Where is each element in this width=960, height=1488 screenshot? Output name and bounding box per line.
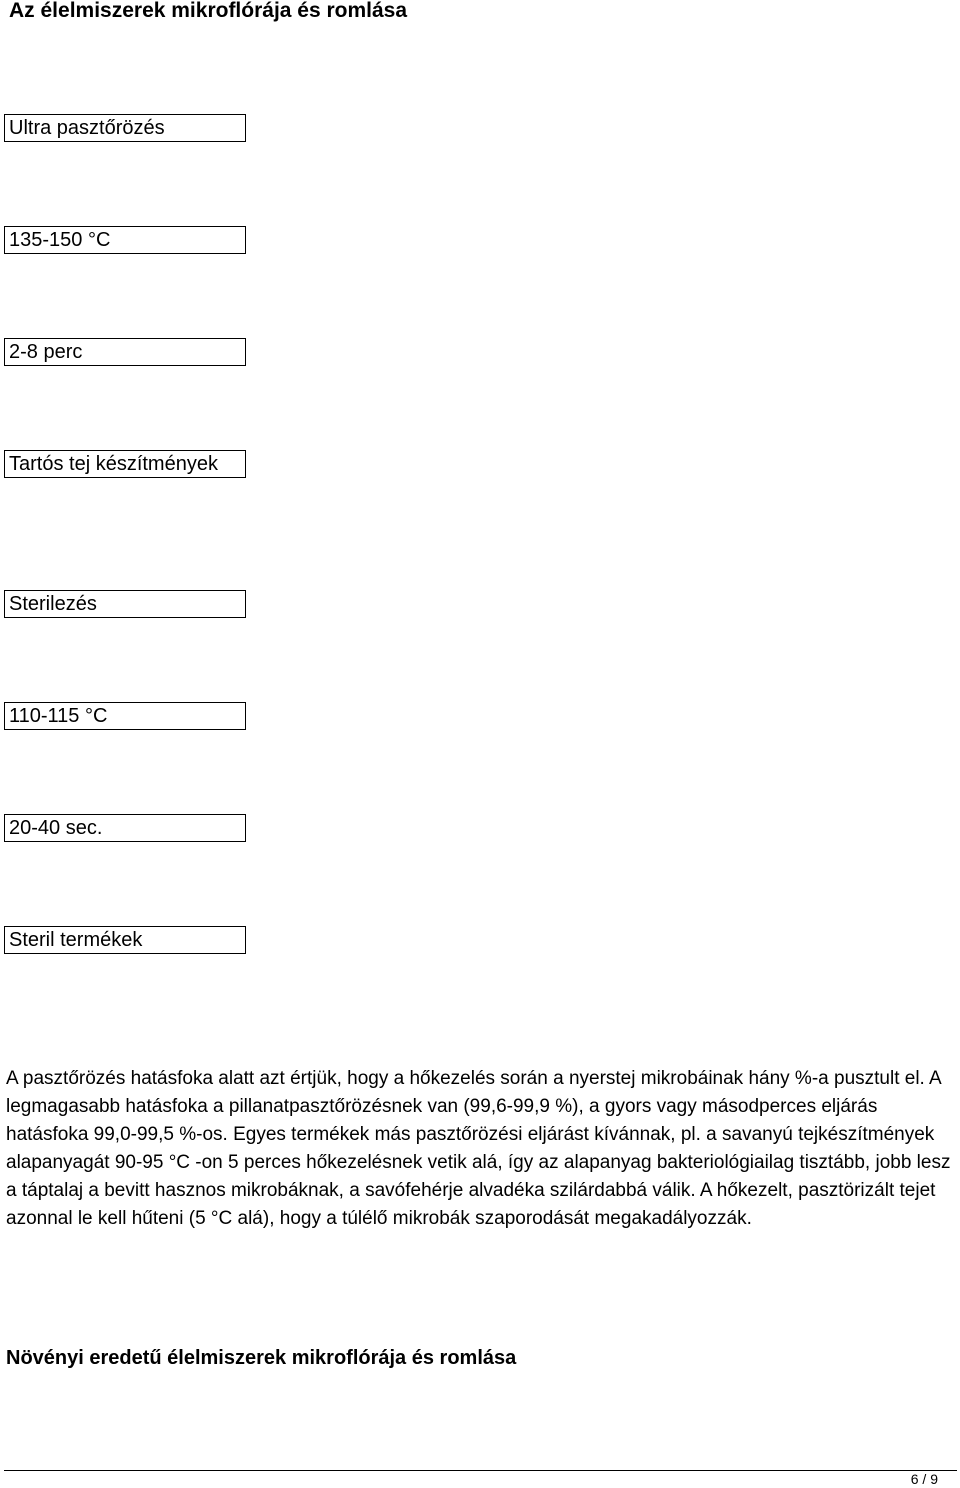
table-cell-method-ultra: Ultra pasztőrözés [4, 114, 246, 142]
document-running-title: Az élelmiszerek mikroflórája és romlása [9, 0, 408, 22]
body-paragraph: A pasztőrözés hatásfoka alatt azt értjük, hogy a hőkezelés során a nyerstej mikrobáinak hány %-a pusztult el. A legmagasabb hatásfoka a pillanatpasztőrözésnek van (99,6-99,9 %), a gyors vagy másodperces eljárás hatásfoka 99,0-99,5 %-os. Egyes termékek más pasztőrözési eljárást kívánnak, pl. a savanyú tejkészítmények alapanyagát 90-95 °C -on 5 perces hőkezelésnek vetik alá, így az alapanyag bakteriológiailag tisztább, jobb lesz a táptalaj a bevitt hasznos mikrobáknak, a savófehérje alvadéka szilárdabbá válik. A hőkezelt, pasztörizált tejet azonnal le kell hűteni (5 °C alá), hogy a túlélő mikrobák szaporodását megakadályozzák. [6, 1068, 951, 1229]
table-cell-method-sterilization: Sterilezés [4, 590, 246, 618]
footer-divider [4, 1470, 957, 1471]
table-cell-duration-sterilization: 20-40 sec. [4, 814, 246, 842]
table-cell-duration-ultra: 2-8 perc [4, 338, 246, 366]
table-cell-products-sterilization: Steril termékek [4, 926, 246, 954]
table-cell-products-ultra: Tartós tej készítmények [4, 450, 246, 478]
section-heading: Növényi eredetű élelmiszerek mikroflórája és romlása [6, 1347, 517, 1369]
page-number: 6 / 9 [910, 1471, 938, 1487]
table-cell-temperature-ultra: 135-150 °C [4, 226, 246, 254]
table-cell-temperature-sterilization: 110-115 °C [4, 702, 246, 730]
